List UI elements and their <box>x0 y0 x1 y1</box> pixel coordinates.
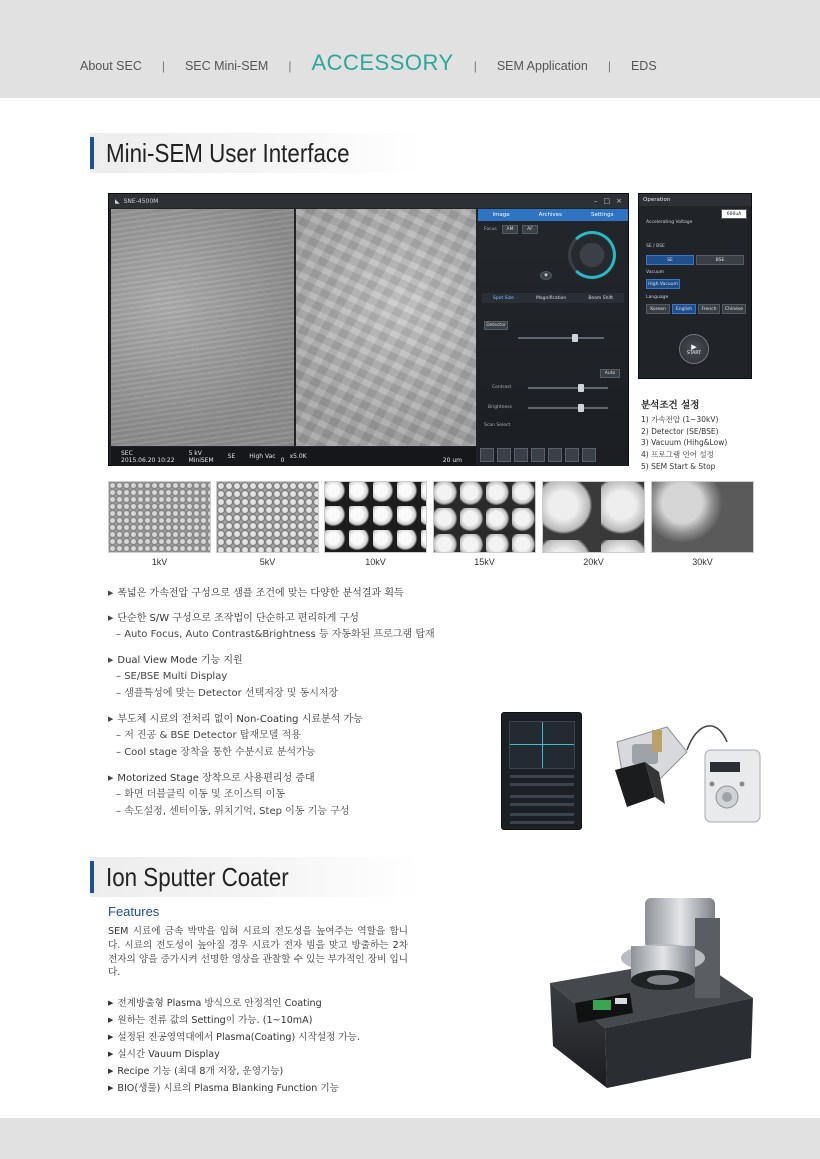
condition-item: 1) 가속전압 (1~30kV) <box>641 415 719 424</box>
status-model: MiniSEM <box>188 456 214 464</box>
focus-am-button[interactable]: AM <box>502 225 518 234</box>
auto-button[interactable]: Auto <box>600 369 620 378</box>
bullet-triangle-icon: ▶ <box>108 1033 114 1041</box>
feature-subitem <box>108 786 498 803</box>
feature-subitem <box>108 668 498 685</box>
dash: – <box>116 671 121 682</box>
feature-item <box>108 612 498 626</box>
voltage-label: 10kV <box>365 557 386 567</box>
scan-speed-button[interactable] <box>514 448 528 462</box>
feature-subitem <box>108 744 498 761</box>
heading-accent-bar <box>90 137 94 169</box>
dash: – <box>116 747 121 758</box>
section-title: Mini-SEM User Interface <box>106 137 350 168</box>
status-vacuum: High Vac <box>249 453 276 460</box>
nav-sec-mini-sem[interactable]: SEC Mini-SEM <box>184 59 269 73</box>
sem-image-bse <box>296 209 476 446</box>
sem-thumbnail-10kv <box>324 481 427 553</box>
sem-control-panel <box>478 209 628 466</box>
sem-thumbnail-1kv <box>108 481 211 553</box>
bullet-triangle-icon: ▶ <box>108 715 114 723</box>
condition-item: 5) SEM Start & Stop <box>641 461 716 471</box>
brightness-label: Brightness <box>488 405 512 410</box>
lang-korean-button[interactable]: Korean <box>646 304 670 314</box>
brightness-slider[interactable] <box>528 407 608 409</box>
bullet-triangle-icon: ▶ <box>108 1084 114 1092</box>
status-mag: x5.0K <box>289 453 307 460</box>
vacuum-high-button[interactable]: High Vacuum <box>646 279 680 289</box>
feature-text: 폭넓은 가속전압 구성으로 샘플 조건에 맞는 다양한 분석결과 획득 <box>117 588 404 599</box>
minimize-icon[interactable]: – <box>594 197 598 205</box>
scan-speed-button[interactable] <box>497 448 511 462</box>
eye-icon[interactable]: ◉ <box>540 271 552 280</box>
feature-subtext: 샘플특성에 맞는 Detector 선택저장 및 동시저장 <box>124 688 339 699</box>
feature-item <box>108 713 498 727</box>
sem-thumbnail-15kv <box>433 481 536 553</box>
sputter-feature-text: BIO(생물) 시료의 Plasma Blanking Function 기능 <box>117 1083 339 1094</box>
dash: – <box>116 806 121 817</box>
feature-subtext: SE/BSE Multi Display <box>124 671 228 682</box>
nav-sem-application[interactable]: SEM Application <box>496 59 588 73</box>
status-scale-start: 0 <box>280 457 285 464</box>
tab-spot-size[interactable]: Spot Size <box>493 295 514 301</box>
sputter-feature <box>108 995 322 1009</box>
sputter-feature <box>108 1080 339 1094</box>
status-scale-end: 20 um <box>442 457 462 464</box>
feature-text: 단순한 S/W 구성으로 조작법이 단순하고 편리하게 구성 <box>117 613 359 624</box>
ion-sputter-coater-photo <box>545 888 755 1098</box>
sem-window-titlebar <box>109 194 628 208</box>
sem-thumbnail-20kv <box>542 481 645 553</box>
contrast-slider[interactable] <box>528 387 608 389</box>
sem-thumbnail-5kv <box>216 481 319 553</box>
tab-magnification[interactable]: Magnification <box>535 295 567 301</box>
status-detector: SE <box>227 453 236 460</box>
nav-separator: | <box>473 59 477 73</box>
feature-group <box>108 654 498 702</box>
feature-subitem <box>108 685 498 702</box>
feature-group <box>108 612 498 643</box>
status-datetime: 2015.06.20 10:22 <box>121 456 175 464</box>
feature-group <box>108 713 498 761</box>
stage-control-ui-image <box>501 712 582 830</box>
feature-item <box>108 587 498 601</box>
feature-subitem <box>108 803 498 820</box>
focus-af-button[interactable]: AF <box>522 225 538 234</box>
scan-button-row <box>480 448 596 462</box>
feature-text: 부도체 시료의 전처리 없이 Non-Coating 시료분석 가능 <box>117 714 363 725</box>
sputter-feature <box>108 1029 360 1043</box>
sputter-feature <box>108 1046 220 1060</box>
focus-label: Focus <box>484 227 497 232</box>
nav-separator: | <box>288 59 292 73</box>
sputter-feature <box>108 1012 312 1026</box>
feature-subtext: Auto Focus, Auto Contrast&Brightness 등 자동화된 프로그램 탑재 <box>124 629 435 640</box>
scan-speed-button[interactable] <box>531 448 545 462</box>
voltage-label: 5kV <box>259 557 276 567</box>
feature-subitem <box>108 727 498 744</box>
stage-camera-view <box>509 721 575 769</box>
motorized-stage-photo <box>597 712 762 832</box>
bullet-triangle-icon: ▶ <box>108 999 114 1007</box>
top-navigation <box>80 46 657 86</box>
language-label: Language <box>646 295 669 300</box>
detector-button[interactable]: Detector <box>484 321 508 330</box>
sem-status-bar <box>111 447 476 466</box>
features-intro: SEM 시료에 금속 박막을 입혀 시료의 전도성을 높여주는 역할을 합니다. 시료의 전도성이 높아질 경우 시료가 전자 빔을 맞고 방출하는 2차 전자의 양을 증가시켜 선명한 영상을 관찰할 수 있는 부가적인 장비 입니다. <box>108 926 408 979</box>
sputter-feature-text: Recipe 기능 (최대 8개 저장, 운영기능) <box>117 1066 284 1077</box>
sem-software-screenshot <box>108 193 629 466</box>
detector-bse-button[interactable]: BSE <box>696 255 744 265</box>
camera-button[interactable] <box>582 448 596 462</box>
status-kv: 5 kV <box>188 449 202 457</box>
spot-slider[interactable] <box>518 337 604 339</box>
detector-se-button[interactable]: SE <box>646 255 694 265</box>
condition-item: 2) Detector (SE/BSE) <box>641 426 719 436</box>
tab-beam-shift[interactable]: Beam Shift <box>588 295 613 301</box>
conditions-title: 분석조건 설정 <box>641 400 700 411</box>
lang-english-button[interactable]: English <box>672 304 696 314</box>
start-button[interactable] <box>679 334 709 364</box>
voltage-label: 20kV <box>583 557 604 567</box>
operation-title: Operation <box>639 194 751 206</box>
dash: – <box>116 730 121 741</box>
feature-subtext: 속도설정, 센터이동, 위치기억, Step 이동 기능 구성 <box>124 806 350 817</box>
focus-knob[interactable] <box>568 231 616 279</box>
analysis-conditions <box>641 397 791 473</box>
nav-about-sec[interactable]: About SEC <box>80 59 142 73</box>
sputter-feature-text: 원하는 전류 값의 Setting이 가능. (1~10mA) <box>117 1015 313 1026</box>
feature-group <box>108 587 498 601</box>
sputter-feature-text: 실시간 Vauum Display <box>117 1049 220 1060</box>
feature-subitem <box>108 626 498 643</box>
panel-tab-bar <box>478 209 628 221</box>
section-title: Ion Sputter Coater <box>106 861 289 892</box>
bullet-triangle-icon: ▶ <box>108 614 114 622</box>
features-heading: Features <box>108 904 160 919</box>
maximize-icon[interactable]: □ <box>603 197 611 205</box>
bullet-triangle-icon: ▶ <box>108 589 114 597</box>
bullet-triangle-icon: ▶ <box>108 1067 114 1075</box>
bottom-banner <box>0 1118 820 1159</box>
start-label: START <box>687 350 701 356</box>
operation-panel-screenshot <box>638 193 752 379</box>
condition-item: 4) 프로그램 언어 설정 <box>641 450 714 460</box>
condition-item: 3) Vacuum (Hihg&Low) <box>641 438 728 448</box>
lang-french-button[interactable]: French <box>698 304 720 314</box>
section-heading-ui <box>90 133 420 173</box>
contrast-label: Contrast <box>492 385 512 390</box>
sem-logo-icon: ◣ <box>115 197 120 205</box>
feature-item <box>108 654 498 668</box>
lang-chinese-button[interactable]: Chinese <box>722 304 746 314</box>
sputter-feature-text: 전계방출형 Plasma 방식으로 안정적인 Coating <box>117 998 322 1009</box>
panel-tab-bar-2 <box>482 293 624 303</box>
section-heading-sputter <box>90 857 420 897</box>
bullet-triangle-icon: ▶ <box>108 1016 114 1024</box>
feature-group <box>108 772 498 820</box>
bullet-triangle-icon: ▶ <box>108 774 114 782</box>
voltage-label: 1kV <box>151 557 168 567</box>
bullet-triangle-icon: ▶ <box>108 656 114 664</box>
voltage-label: 30kV <box>692 557 713 567</box>
crosshair-icon <box>542 722 543 768</box>
feature-text: Motorized Stage 장착으로 사용편리성 증대 <box>117 773 315 784</box>
dash: – <box>116 789 121 800</box>
voltage-label: 15kV <box>474 557 495 567</box>
tab-archives[interactable]: Archives <box>538 212 563 218</box>
sem-window-title: SNE-4500M <box>123 197 159 205</box>
sputter-feature <box>108 1063 283 1077</box>
nav-separator: | <box>161 59 165 73</box>
feature-text: Dual View Mode 기능 지원 <box>117 655 243 666</box>
sem-thumbnail-30kv <box>651 481 754 553</box>
feature-subtext: 저 진공 & BSE Detector 탑재모델 적용 <box>124 730 301 741</box>
scan-speed-button[interactable] <box>565 448 579 462</box>
sputter-feature-text: 설정된 진공영역대에서 Plasma(Coating) 시작설정 가능. <box>117 1032 361 1043</box>
nav-accessory[interactable]: ACCESSORY <box>311 50 454 75</box>
scan-select-label: Scan Select <box>484 423 511 428</box>
feature-item <box>108 772 498 786</box>
scan-speed-button[interactable] <box>548 448 562 462</box>
dash: – <box>116 629 121 640</box>
feature-subtext: 화면 더블클릭 이동 및 조이스틱 이동 <box>124 789 285 800</box>
feature-subtext: Cool stage 장착을 통한 수분시료 분석가능 <box>124 747 316 758</box>
nav-separator: | <box>607 59 611 73</box>
play-icon: ▶ <box>691 342 697 351</box>
dash: – <box>116 688 121 699</box>
detector-label: SE / BSE <box>646 244 665 249</box>
sem-image-se <box>111 209 294 446</box>
close-icon[interactable]: × <box>616 197 622 205</box>
vacuum-label: Vacuum <box>646 270 665 275</box>
status-org: SEC <box>121 449 133 457</box>
accel-voltage-value: 600uA <box>721 209 747 219</box>
tab-settings[interactable]: Settings <box>590 212 614 218</box>
accel-voltage-label: Accelerating Voltage <box>646 220 693 225</box>
tab-image[interactable]: Image <box>492 212 510 218</box>
heading-accent-bar <box>90 861 94 893</box>
bullet-triangle-icon: ▶ <box>108 1050 114 1058</box>
nav-eds[interactable]: EDS <box>630 59 657 73</box>
pause-button[interactable] <box>480 448 494 462</box>
